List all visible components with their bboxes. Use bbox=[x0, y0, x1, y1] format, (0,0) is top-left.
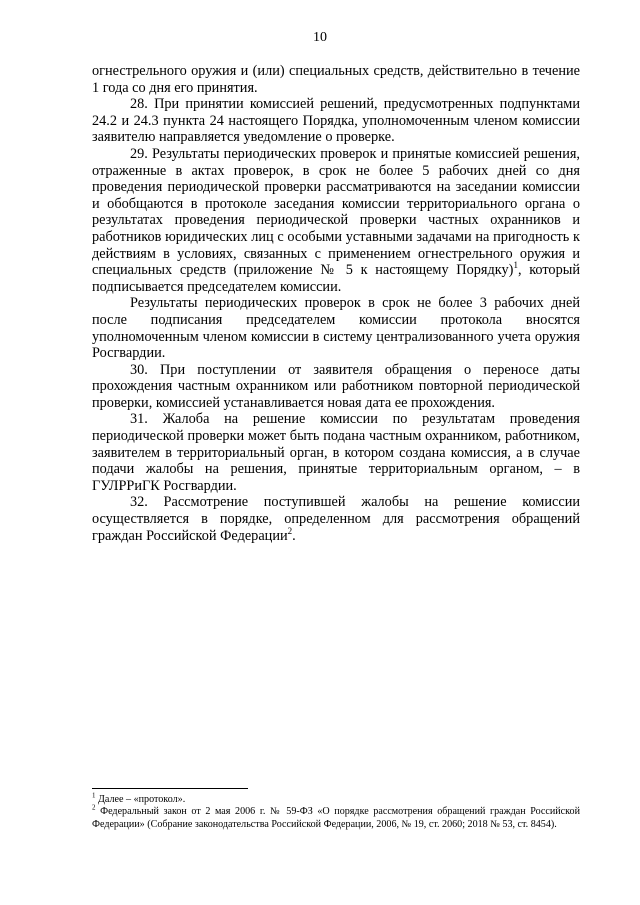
paragraph-text: 30. При поступлении от заявителя обращения о переносе даты прохождения частным охранником или работником повторной периодической проверки, комиссией устанавливается новая дата ее прохождения. bbox=[92, 361, 580, 411]
paragraph-text: огнестрельного оружия и (или) специальных средств, действительно в течение 1 года со дня его принятия. bbox=[92, 63, 580, 96]
footnote-mark: 2 bbox=[92, 804, 96, 813]
footnote-2 bbox=[92, 806, 580, 831]
footnote-mark: 1 bbox=[92, 791, 96, 800]
footnote-ref-2[interactable]: 2 bbox=[287, 525, 293, 536]
paragraph-tail: . bbox=[292, 527, 296, 544]
paragraph-text: 31. Жалоба на решение комиссии по результатам проведения периодической проверки может быть подана частным охранником, работником, заявителем в территориальный орган, в котором создана комиссия, а в случае подачи жалобы на решения, принятые территориальным органом, – в ГУЛРРиГК Росгвардии. bbox=[92, 411, 580, 494]
paragraph-30 bbox=[92, 362, 580, 412]
paragraph-text: 28. При принятии комиссией решений, предусмотренных подпунктами 24.2 и 24.3 пункта 24 настоящего Порядка, уполномоченным членом комиссии заявителю направляется уведомление о проверке. bbox=[92, 96, 580, 146]
footnote-text: Далее – «протокол». bbox=[98, 794, 186, 805]
page-number: 10 bbox=[313, 30, 327, 45]
document-body bbox=[92, 63, 580, 544]
paragraph-text: 32. Рассмотрение поступившей жалобы на решение комиссии осуществляется в порядке, определенном для рассмотрения обращений граждан Российской Федерации bbox=[92, 494, 580, 544]
paragraph-28 bbox=[92, 96, 580, 146]
footnote-text: Федеральный закон от 2 мая 2006 г. № 59-ФЗ «О порядке рассмотрения обращений граждан Российской Федерации» (Собрание законодательства Российской Федерации, 2006, № 19, ст. 2060; 2018 № 53, ст. 8454). bbox=[92, 806, 580, 830]
footnote-separator bbox=[92, 788, 248, 789]
paragraph-32 bbox=[92, 494, 580, 544]
footnote-ref-1[interactable]: 1 bbox=[513, 260, 518, 271]
paragraph-31 bbox=[92, 411, 580, 494]
footnote-1 bbox=[92, 791, 580, 806]
paragraph-29-continued bbox=[92, 295, 580, 361]
paragraph-text: Результаты периодических проверок в срок не более 3 рабочих дней после подписания председателем комиссии протокола вносятся уполномоченным членом комиссии в систему централизованного учета оружия Росгвардии. bbox=[92, 295, 580, 362]
paragraph-continuation bbox=[92, 63, 580, 96]
paragraph-text: 29. Результаты периодических проверок и принятые комиссией решения, отраженные в актах проверок, в срок не более 5 рабочих дней со дня проведения периодической проверки рассматриваются на заседании комиссии и обобщаются в протоколе заседания комиссии территориального органа о результатах проведения периодической проверки частных охранников и работников юридических лиц с особыми уставными задачами на пригодность к действиям в условиях, связанных с применением огнестрельного оружия и специальных средств (приложение № 5 к настоящему Порядку) bbox=[92, 145, 580, 279]
paragraph-tail: , который подписывается председателем комиссии. bbox=[92, 262, 580, 295]
footnotes bbox=[92, 791, 580, 831]
paragraph-29 bbox=[92, 146, 580, 295]
